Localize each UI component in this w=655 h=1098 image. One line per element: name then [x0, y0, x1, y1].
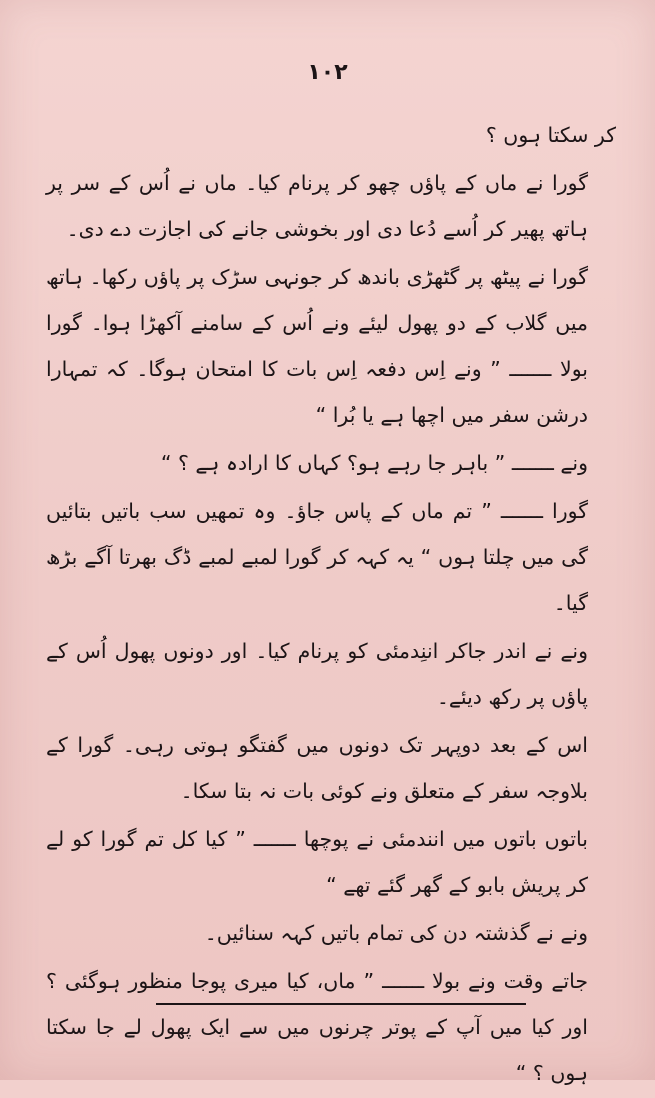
paragraph: جاتے وقت ونے بولا ـــــــ ” ماں، کیا میری پوجا منظور ہوگئی ؟ اور کیا میں آپ کے پوتر چرنوں میں سے ایک پھول لے جا سکتا ہوں ؟ “ [46, 969, 588, 1085]
paragraph: اس کے بعد دوپہر تک دونوں میں گفتگو ہوتی رہی۔ گورا کے بلاوجہ سفر کے متعلق ونے کوئی بات نہ بتا سکا۔ [46, 733, 588, 803]
chapter-end-rule [156, 1003, 526, 1005]
paragraph: کر سکتا ہوں ؟ [485, 123, 616, 147]
paragraph: باتوں باتوں میں انندمئی نے پوچھا ـــــــ ” کیا کل تم گورا کو لے کر پریش بابو کے گھر گئے تھے “ [46, 827, 588, 897]
paragraph: ونے ـــــــ ” باہر جا رہے ہو؟ کہاں کا ارادہ ہے ؟ “ [160, 451, 588, 475]
paragraph: ونے نے اندر جاکر اننِدمئی کو پرنام کیا۔ اور دونوں پھول اُس کے پاؤں پر رکھ دیئے۔ [46, 639, 588, 709]
paragraph: گورا ـــــــ ” تم ماں کے پاس جاؤ۔ وہ تمھیں سب باتیں بتائیں گی میں چلتا ہوں “ یہ کہہ کر گورا لمبے لمبے ڈگ بھرتا آگے بڑھ گیا۔ [46, 499, 588, 615]
chapter-text [46, 112, 616, 1098]
page-number: ۱۰۲ [307, 60, 348, 85]
paragraph: گورا نے پیٹھ پر گٹھڑی باندھ کر جونہی سڑک پر پاؤں رکھا۔ ہاتھ میں گلاب کے دو پھول لیئے ونے اُس کے سامنے آکھڑا ہوا۔ گورا بولا ـــــــ ” ونے اِس دفعہ اِس بات کا امتحان ہوگا۔ کہ تمہارا درشن سفر میں اچھا ہے یا بُرا “ [46, 265, 588, 427]
paragraph: ونے نے گذشتہ دن کی تمام باتیں کہہ سنائیں۔ [204, 921, 588, 945]
paragraph: گورا نے ماں کے پاؤں چھو کر پرنام کیا۔ ماں نے اُس کے سر پر ہاتھ پھیر کر اُسے دُعا دی اور بخوشی جانے کی اجازت دے دی۔ [46, 171, 588, 241]
